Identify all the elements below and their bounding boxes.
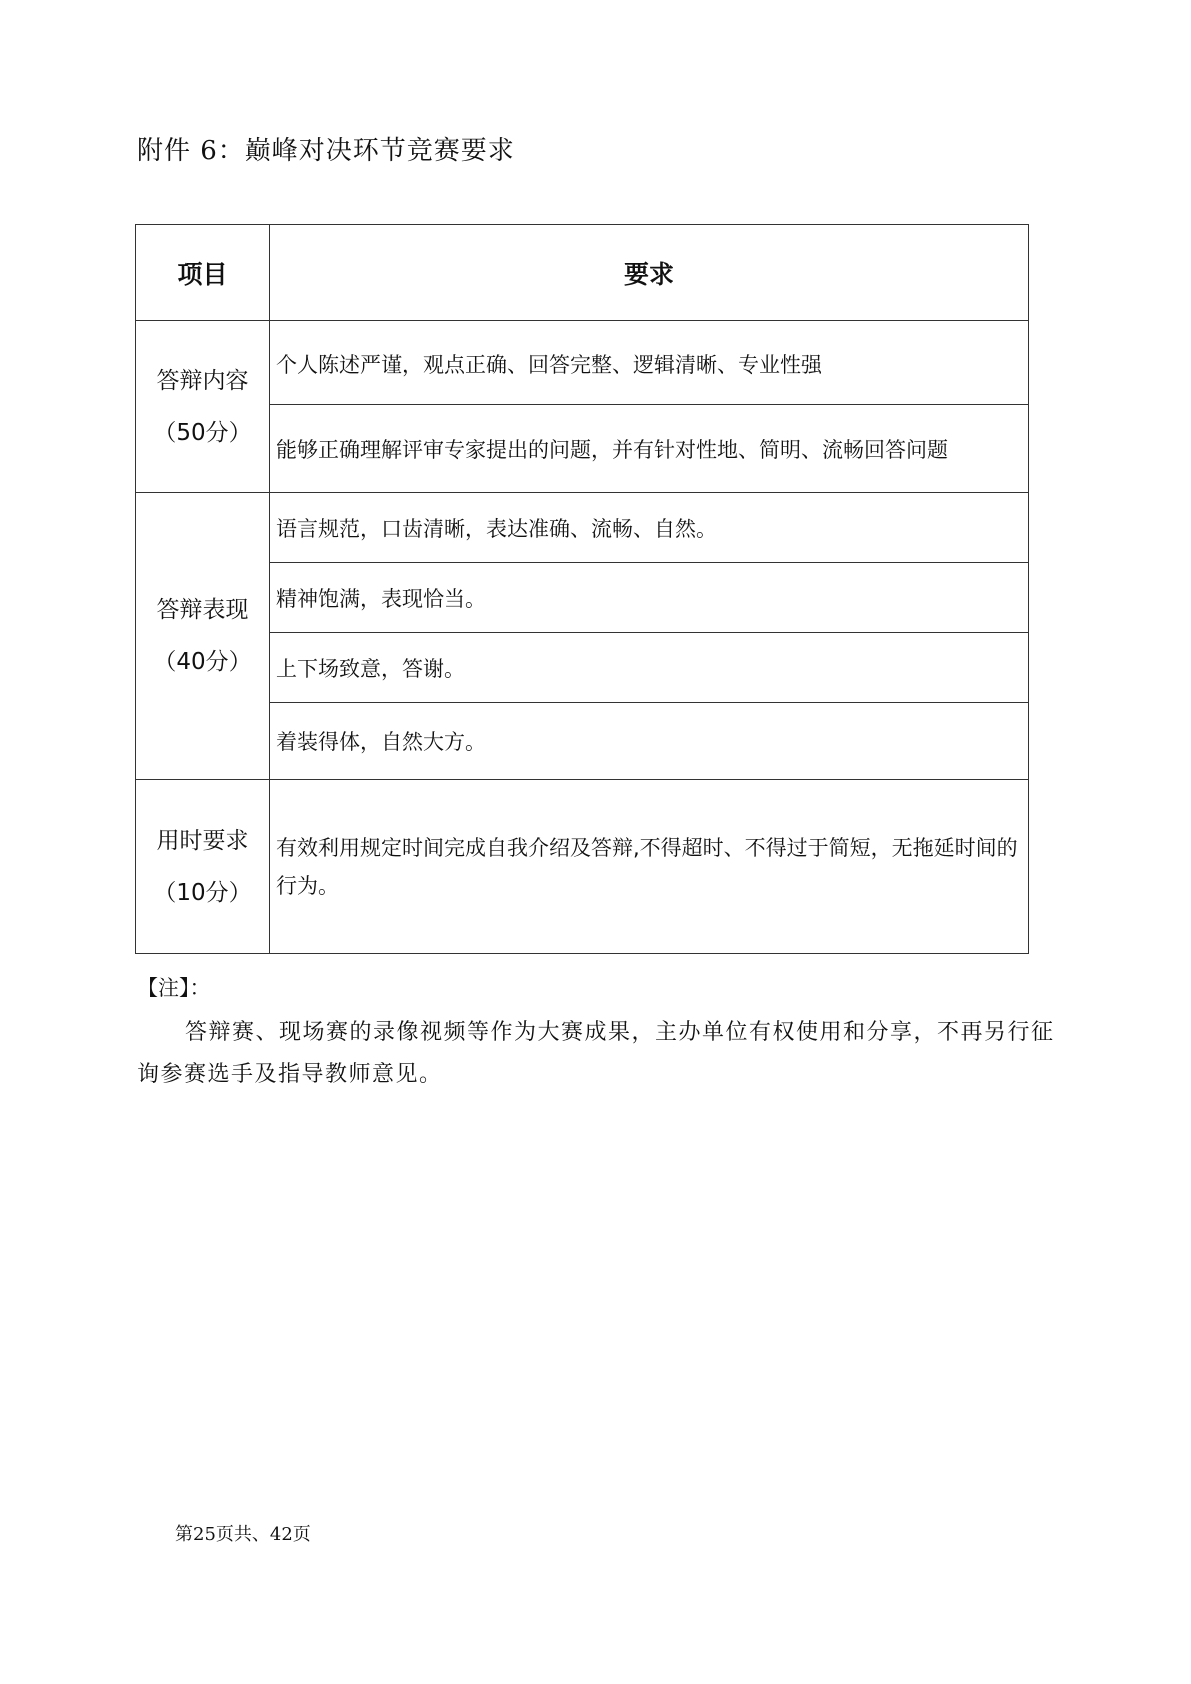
category-name: 答辩表现 bbox=[156, 597, 249, 623]
category-score: （40分） bbox=[153, 649, 252, 675]
category-score: （10分） bbox=[153, 879, 252, 906]
category-cell bbox=[136, 321, 270, 493]
table-row bbox=[136, 563, 1029, 633]
table-row bbox=[136, 703, 1029, 780]
requirement-text: 有效利用规定时间完成自我介绍及答辩,不得超时、不得过于简短，无拖延时间的行为。 bbox=[276, 835, 1018, 898]
requirement-text: 上下场致意，答谢。 bbox=[276, 656, 465, 681]
table-row bbox=[136, 780, 1029, 954]
header-item: 项目 bbox=[136, 225, 270, 321]
requirement-text: 着装得体，自然大方。 bbox=[276, 730, 486, 754]
table-row bbox=[136, 633, 1029, 703]
note-body: 答辩赛、现场赛的录像视频等作为大赛成果，主办单位有权使用和分享，不再另行征询参赛选手及指导教师意见。 bbox=[137, 1020, 1055, 1087]
page-title: 附件 6：巅峰对决环节竞赛要求 bbox=[137, 136, 515, 166]
header-requirement: 要求 bbox=[270, 225, 1029, 321]
requirement-cell bbox=[270, 780, 1029, 954]
note-label: 【注】： bbox=[137, 976, 211, 1000]
table-header-row bbox=[136, 225, 1029, 321]
category-cell bbox=[136, 780, 270, 954]
requirement-cell bbox=[270, 493, 1029, 563]
requirements-table bbox=[135, 224, 1029, 954]
table-row bbox=[136, 493, 1029, 563]
requirement-cell bbox=[270, 703, 1029, 780]
requirement-cell bbox=[270, 405, 1029, 493]
requirement-cell bbox=[270, 321, 1029, 405]
requirement-text: 语言规范，口齿清晰，表达准确、流畅、自然。 bbox=[276, 516, 717, 541]
category-name: 答辩内容 bbox=[156, 367, 249, 394]
requirement-cell bbox=[270, 563, 1029, 633]
page-footer: 第25页共、42页 bbox=[175, 1524, 311, 1545]
category-name: 用时要求 bbox=[156, 827, 249, 854]
table-row bbox=[136, 405, 1029, 493]
category-score: （50分） bbox=[153, 419, 252, 446]
requirement-text: 精神饱满，表现恰当。 bbox=[276, 586, 486, 611]
requirement-cell bbox=[270, 633, 1029, 703]
category-cell bbox=[136, 493, 270, 780]
requirement-text: 个人陈述严谨，观点正确、回答完整、逻辑清晰、专业性强 bbox=[276, 353, 822, 377]
table-row bbox=[136, 321, 1029, 405]
requirement-text: 能够正确理解评审专家提出的问题，并有针对性地、简明、流畅回答问题 bbox=[276, 437, 948, 462]
